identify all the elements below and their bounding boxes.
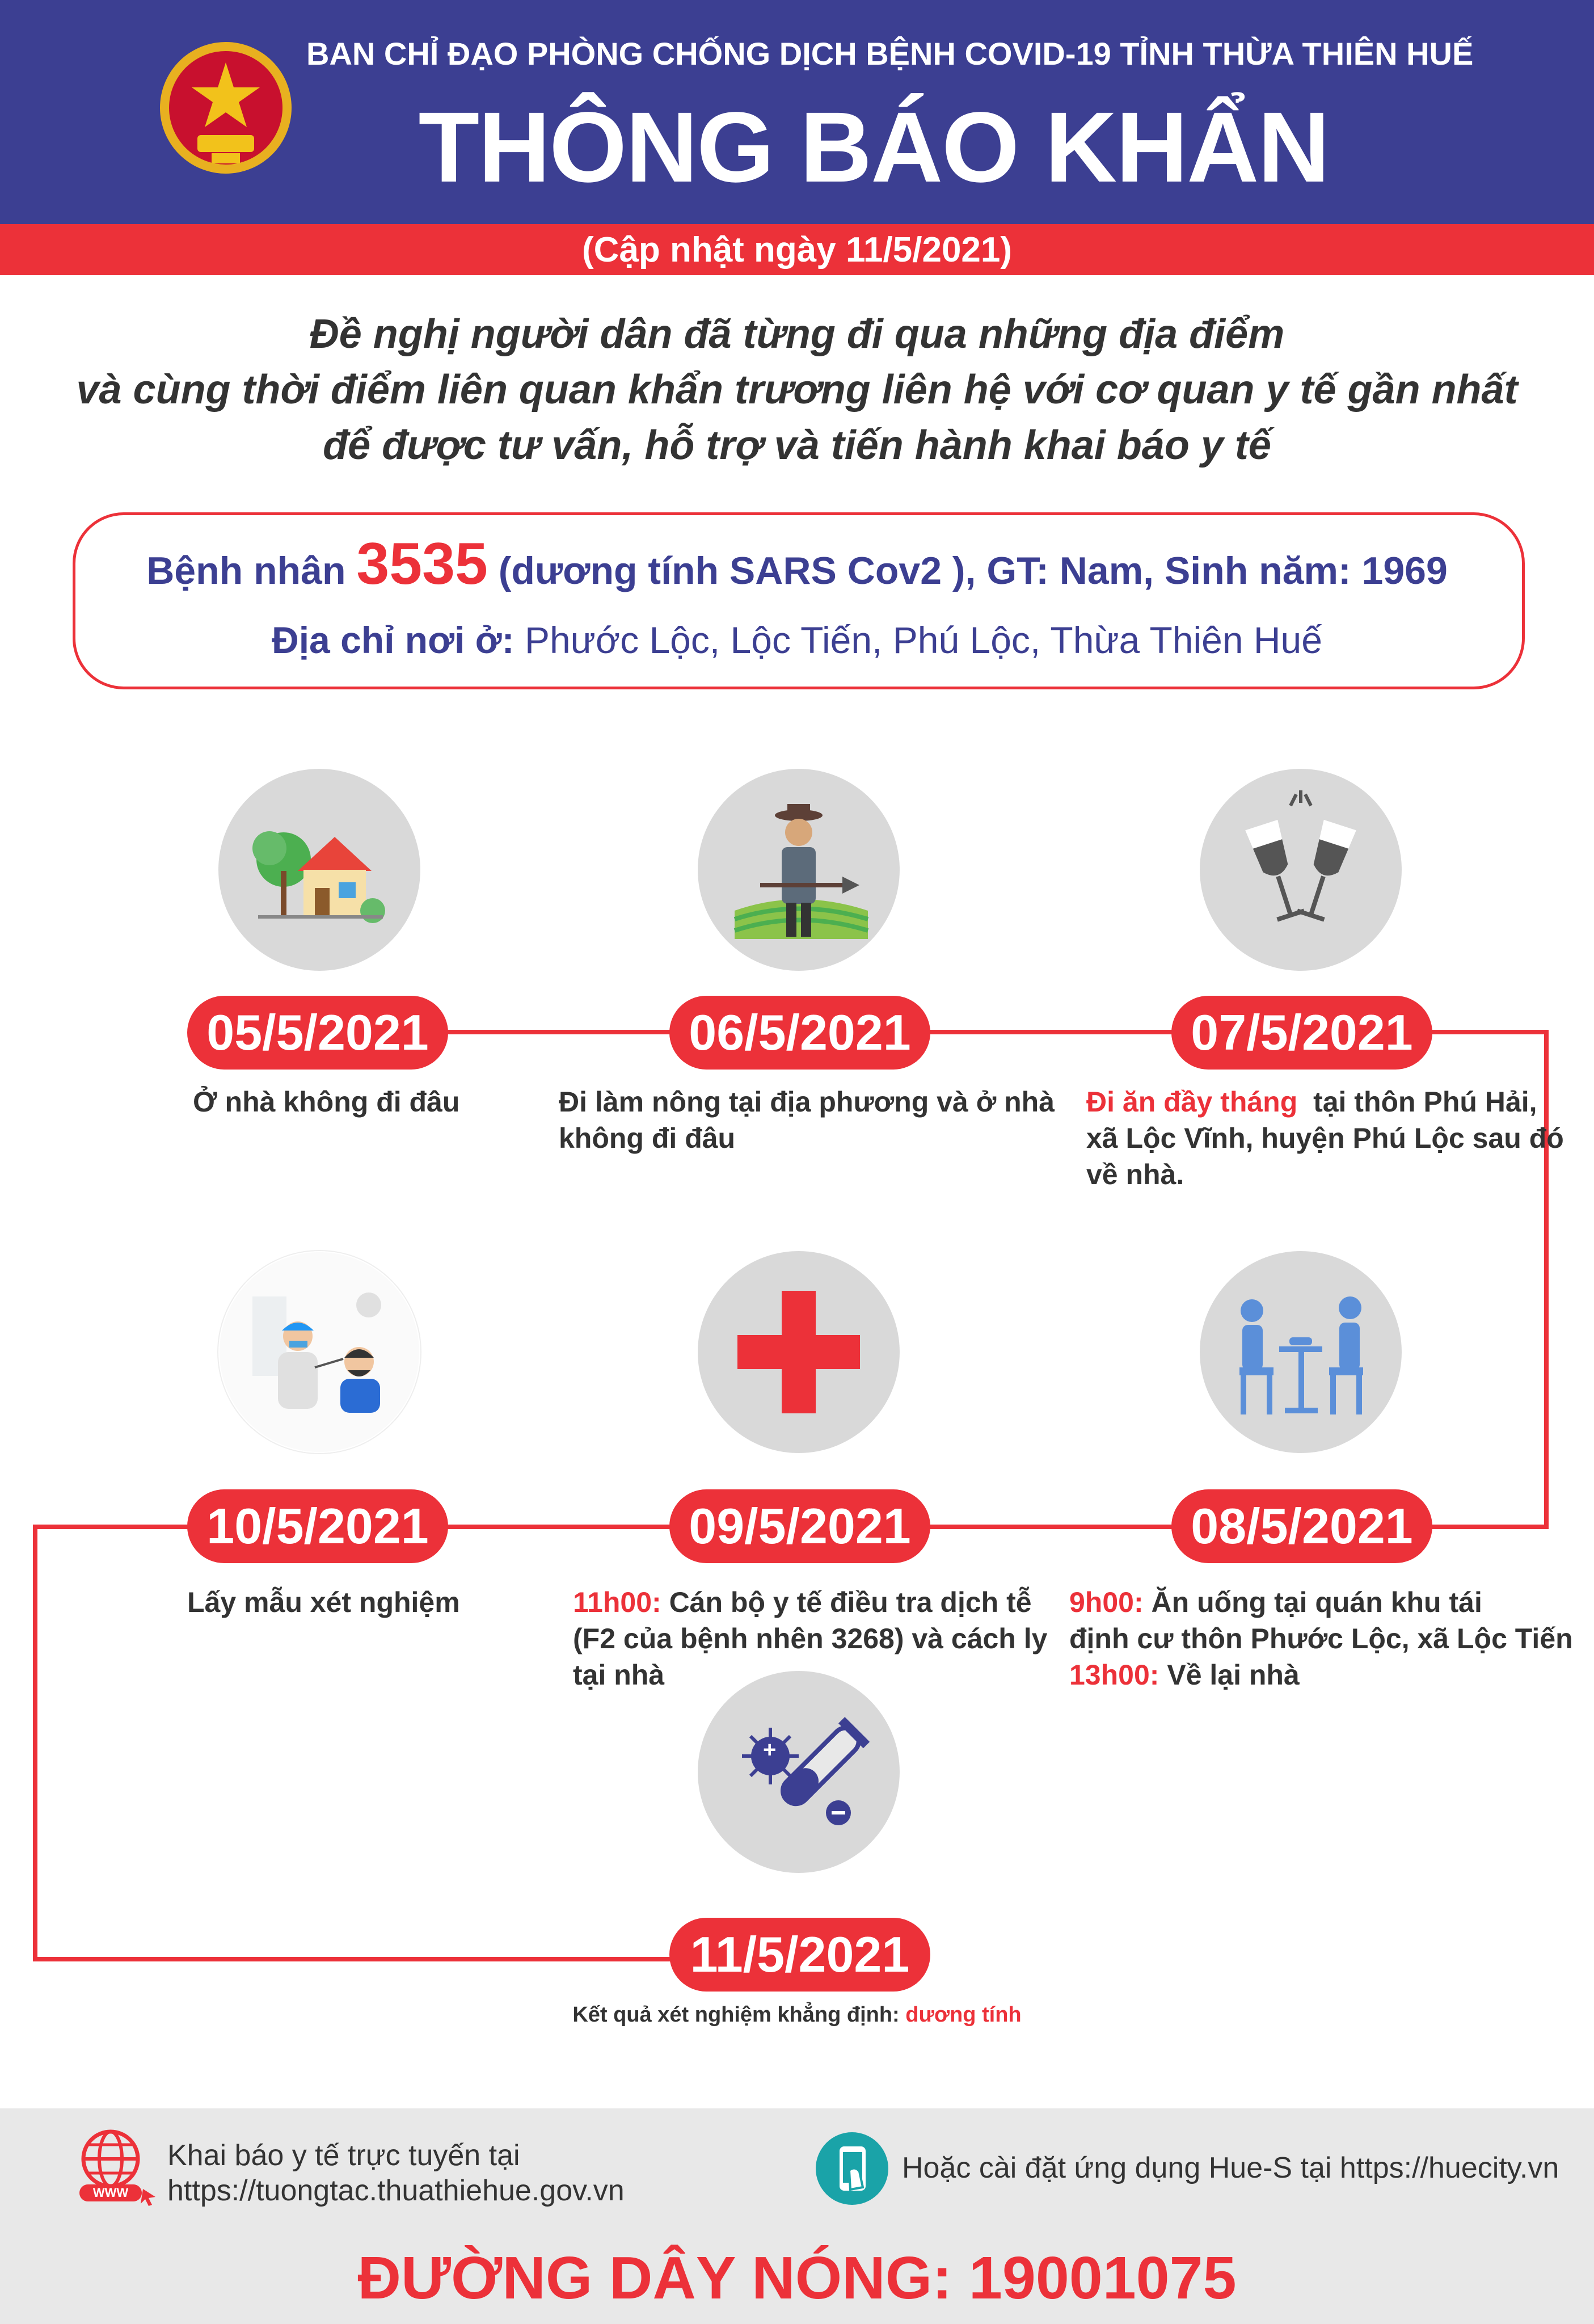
result-label: Kết quả xét nghiệm khẳng định: xyxy=(572,2003,900,2027)
desc-5-line-2: (F2 của bệnh nhên 3268) và cách ly xyxy=(573,1623,1048,1654)
date-pill-7: 11/5/2021 xyxy=(669,1918,930,1992)
svg-text:+: + xyxy=(763,1737,777,1762)
desc-5-text-1: Cán bộ y tế điều tra dịch tễ xyxy=(669,1586,1032,1618)
address-label: Địa chỉ nơi ở: xyxy=(272,619,515,661)
desc-5-time: 11h00: xyxy=(573,1586,661,1618)
lead-line-1: Đề nghị người dân đã từng đi qua những địa điểm xyxy=(309,311,1285,357)
web-declaration xyxy=(167,2138,625,2208)
address-value: Phước Lộc, Lộc Tiến, Phú Lộc, Thừa Thiên Huế xyxy=(524,619,1322,661)
www-label: WWW xyxy=(92,2186,129,2200)
phone-app-icon xyxy=(814,2131,891,2207)
house-icon xyxy=(218,769,420,971)
patient-address xyxy=(0,618,1594,662)
date-pill-4: 08/5/2021 xyxy=(1171,1489,1432,1563)
date-pill-5: 09/5/2021 xyxy=(669,1489,930,1563)
covid-test-tube-icon xyxy=(698,1671,900,1873)
desc-2 xyxy=(559,1084,1069,1156)
org-name: BAN CHỈ ĐẠO PHÒNG CHỐNG DỊCH BỆNH COVID-19 TỈNH THỪA THIÊN HUẾ xyxy=(306,36,1474,71)
lead-line-3: để được tư vấn, hỗ trợ và tiến hành khai báo y tế xyxy=(323,423,1271,468)
desc-4-text-1: Ăn uống tại quán khu tái xyxy=(1151,1586,1482,1618)
hotline: ĐƯỜNG DÂY NÓNG: 19001075 xyxy=(357,2245,1237,2312)
app-install[interactable]: Hoặc cài đặt ứng dụng Hue-S tại https://huecity.vn xyxy=(902,2152,1559,2184)
desc-2-line-1: Đi làm nông tại địa phương và ở nhà xyxy=(559,1086,1055,1118)
desc-3-text-1: tại thôn Phú Hải, xyxy=(1313,1086,1537,1118)
web-declaration-link[interactable]: https://tuongtac.thuathiehue.gov.vn xyxy=(167,2174,625,2207)
patient-details: (dương tính SARS Cov2 ), GT: Nam, Sinh năm: 1969 xyxy=(498,549,1448,592)
result-value: dương tính xyxy=(905,2003,1022,2027)
farmer-icon xyxy=(698,769,900,971)
date-pill-3: 07/5/2021 xyxy=(1171,996,1432,1070)
dining-icon xyxy=(1200,1251,1402,1453)
date-pill-2: 06/5/2021 xyxy=(669,996,930,1070)
patient-prefix: Bệnh nhân xyxy=(146,549,346,592)
timeline-line-left xyxy=(33,1525,37,1961)
desc-4-line-2: định cư thôn Phước Lộc, xã Lộc Tiến xyxy=(1069,1623,1573,1654)
patient-info xyxy=(0,531,1594,598)
date-pill-6: 10/5/2021 xyxy=(187,1489,448,1563)
desc-3-highlight: Đi ăn đầy tháng xyxy=(1086,1086,1298,1118)
desc-1: Ở nhà không đi đâu xyxy=(193,1086,460,1118)
desc-3-line-3: về nhà. xyxy=(1086,1159,1184,1190)
date-pill-1: 05/5/2021 xyxy=(187,996,448,1070)
desc-4-text-3: Về lại nhà xyxy=(1167,1659,1300,1691)
desc-7 xyxy=(0,2003,1594,2027)
national-emblem xyxy=(158,40,294,176)
desc-4-time-2: 13h00: xyxy=(1069,1659,1159,1691)
lead-line-2: và cùng thời điểm liên quan khẩn trương liên hệ với cơ quan y tế gần nhất xyxy=(76,367,1518,412)
page-title: THÔNG BÁO KHẨN xyxy=(418,92,1329,203)
desc-4-time-1: 9h00: xyxy=(1069,1586,1144,1618)
timeline-line-bottom xyxy=(33,1957,748,1961)
desc-3-line-2: xã Lộc Vĩnh, huyện Phú Lộc sau đó xyxy=(1086,1122,1564,1154)
patient-id: 3535 xyxy=(356,531,488,597)
globe-icon xyxy=(79,2128,159,2207)
web-declaration-label: Khai báo y tế trực tuyến tại xyxy=(167,2139,520,2172)
desc-3-line-1 xyxy=(1086,1084,1574,1120)
swab-test-icon xyxy=(218,1251,420,1453)
desc-6: Lấy mẫu xét nghiệm xyxy=(187,1586,460,1618)
toast-icon xyxy=(1200,769,1402,971)
desc-4 xyxy=(1069,1584,1580,1693)
desc-2-line-2: không đi đâu xyxy=(559,1122,736,1154)
desc-5-line-1 xyxy=(573,1584,1083,1620)
desc-4-line-1 xyxy=(1069,1584,1580,1620)
desc-3 xyxy=(1086,1084,1574,1193)
desc-5-line-3: tại nhà xyxy=(573,1659,665,1691)
red-cross-icon xyxy=(698,1251,900,1453)
update-date: (Cập nhật ngày 11/5/2021) xyxy=(581,230,1013,270)
desc-4-line-3 xyxy=(1069,1657,1580,1693)
